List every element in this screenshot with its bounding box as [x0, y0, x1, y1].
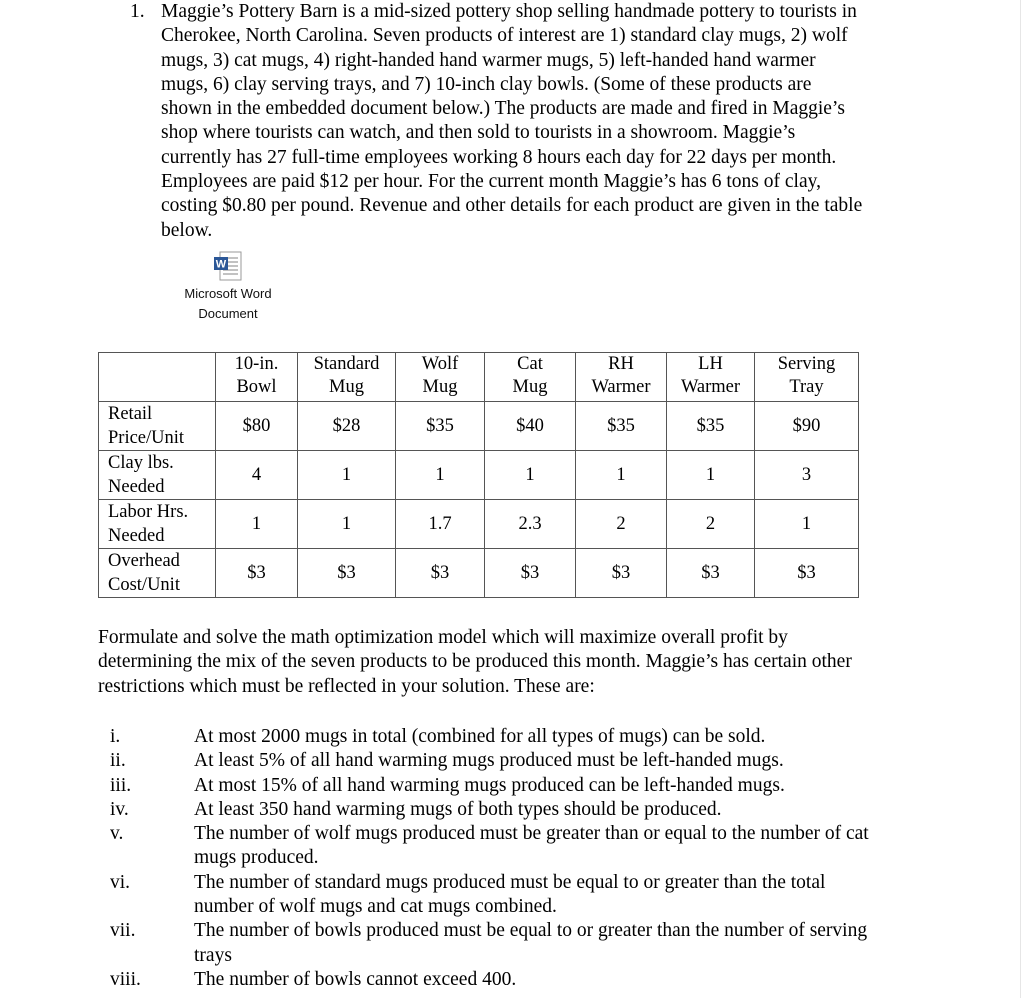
list-item	[110, 749, 890, 773]
embed-label-line1: Microsoft Word	[184, 286, 272, 301]
table-cell: $35	[667, 402, 755, 451]
table-cell: 1	[216, 500, 298, 549]
column-header: Standard Mug	[298, 353, 396, 402]
restriction-number: i.	[110, 726, 121, 747]
table-cell: $90	[755, 402, 859, 451]
word-letter: W	[215, 258, 227, 271]
table-cell: $3	[396, 549, 485, 598]
table-cell: 1	[396, 451, 485, 500]
list-item	[110, 968, 890, 992]
table-cell: 2	[667, 500, 755, 549]
list-item	[110, 919, 890, 968]
list-item	[110, 822, 890, 871]
table-cell: 1	[485, 451, 576, 500]
restriction-text: The number of standard mugs produced must be equal to or greater than the total number of wolf mugs and cat mugs combined.	[194, 871, 826, 918]
problem-text: Maggie’s Pottery Barn is a mid-sized pottery shop selling handmade pottery to tourists in Cherokee, North Carolina. Seven products of interest are 1) standard clay mugs, 2) wolf mugs, 3) cat mugs, 4) right-handed hand warmer mugs, 5) left-handed hand warmer mugs, 6) clay serving trays, and 7) 10-inch clay bowls. (Some of these products are shown in the embedded document below.) The products are made and fired in Maggie’s shop where tourists can watch, and then sold to tourists in a showroom. Maggie’s currently has 27 full-time employees working 8 hours each day for 22 days per month. Employees are paid $12 per hour. For the current month Maggie’s has 6 tons of clay, costing $0.80 per pound. Revenue and other details for each product are given in the table below.	[161, 1, 863, 241]
page-edge	[1020, 0, 1021, 998]
formulate-paragraph: Formulate and solve the math optimization model which will maximize overall profit by determining the mix of the seven products to be produced this month. Maggie’s has certain other restrictions which must be reflected in your solution. These are:	[98, 627, 852, 697]
table-cell: $3	[755, 549, 859, 598]
problem-number: 1.	[130, 1, 145, 22]
word-document-icon	[212, 250, 244, 282]
product-table	[98, 352, 859, 598]
list-item	[110, 798, 890, 822]
row-header: Clay lbs. Needed	[99, 451, 216, 500]
list-item	[110, 725, 890, 749]
restriction-number: ii.	[110, 750, 126, 772]
table-cell: $3	[576, 549, 667, 598]
column-header: Serving Tray	[755, 353, 859, 402]
table-cell: $35	[396, 402, 485, 451]
table-cell: 4	[216, 451, 298, 500]
table-cell: $3	[298, 549, 396, 598]
table-cell: $40	[485, 402, 576, 451]
table-cell: $3	[667, 549, 755, 598]
table-cell: 2	[576, 500, 667, 549]
column-header: RH Warmer	[576, 353, 667, 402]
table-cell: $80	[216, 402, 298, 451]
table-row	[99, 451, 859, 500]
table-cell: $28	[298, 402, 396, 451]
table-cell: 1	[298, 500, 396, 549]
restriction-text: The number of wolf mugs produced must be greater than or equal to the number of cat mugs produced.	[194, 823, 869, 869]
table-row	[99, 402, 859, 451]
table-row	[99, 549, 859, 598]
list-item	[110, 871, 890, 920]
restrictions-list	[110, 725, 890, 992]
table-header-row	[99, 353, 859, 402]
column-header: Wolf Mug	[396, 353, 485, 402]
table-cell: $3	[216, 549, 298, 598]
table-cell: 1	[667, 451, 755, 500]
table-cell: 2.3	[485, 500, 576, 549]
restriction-text: At least 350 hand warming mugs of both types should be produced.	[194, 798, 722, 820]
row-header: Labor Hrs. Needed	[99, 500, 216, 549]
table-cell: $35	[576, 402, 667, 451]
restriction-number: vii.	[110, 920, 136, 942]
table-corner-cell	[99, 353, 216, 402]
table-cell: 1	[298, 451, 396, 500]
embed-label-line2: Document	[198, 306, 258, 321]
embed-label	[176, 284, 280, 324]
row-header: Overhead Cost/Unit	[99, 549, 216, 598]
restriction-text: The number of bowls cannot exceed 400.	[194, 968, 517, 990]
restriction-text: The number of bowls produced must be equal to or greater than the number of serving trays	[194, 920, 868, 966]
table-cell: 3	[755, 451, 859, 500]
embedded-word-document[interactable]	[176, 250, 280, 324]
column-header: 10-in. Bowl	[216, 353, 298, 402]
column-header: Cat Mug	[485, 353, 576, 402]
row-header: Retail Price/Unit	[99, 402, 216, 451]
table-cell: 1	[755, 500, 859, 549]
list-item	[110, 774, 890, 798]
restriction-number: vi.	[110, 871, 131, 893]
restriction-number: iii.	[110, 774, 132, 796]
restriction-text: At most 15% of all hand warming mugs produced can be left-handed mugs.	[194, 774, 785, 796]
table-cell: $3	[485, 549, 576, 598]
restriction-number: iv.	[110, 798, 129, 820]
restriction-text: At least 5% of all hand warming mugs produced must be left-handed mugs.	[194, 750, 784, 772]
restriction-number: viii.	[110, 968, 141, 990]
restriction-text: At most 2000 mugs in total (combined for all types of mugs) can be sold.	[194, 726, 766, 747]
restriction-number: v.	[110, 823, 124, 845]
column-header: LH Warmer	[667, 353, 755, 402]
table-row	[99, 500, 859, 549]
table-cell: 1	[576, 451, 667, 500]
table-cell: 1.7	[396, 500, 485, 549]
